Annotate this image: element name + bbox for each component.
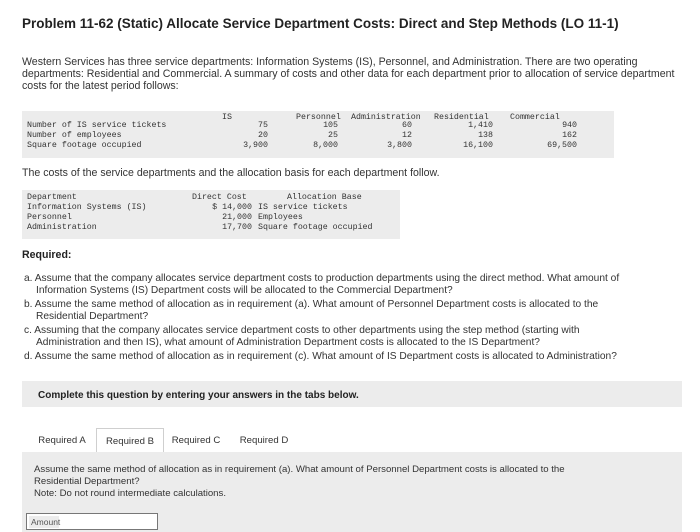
header-administration: Administration (351, 113, 421, 122)
tab-question-line2: Residential Department? (34, 476, 140, 487)
tab-question (34, 464, 674, 500)
cell: 940 (562, 121, 577, 130)
tab-required-b[interactable]: Required B (96, 428, 164, 452)
requirement-b-line1: b. Assume the same method of allocation as in requirement (a). What amount of Personnel Department costs is allocated to the (24, 299, 599, 310)
requirement-c (24, 325, 684, 349)
tab-required-c[interactable]: Required C (171, 435, 221, 446)
tab-question-line1: Assume the same method of allocation as in requirement (a). What amount of Personnel Department costs is allocated to the (34, 464, 565, 475)
instruction-text: Complete this question by entering your answers in the tabs below. (38, 390, 359, 401)
tab-note: Note: Do not round intermediate calculations. (34, 488, 226, 499)
row-dept: Administration (27, 223, 97, 232)
cell: 75 (258, 121, 268, 130)
requirement-a (24, 273, 684, 297)
cell: 162 (562, 131, 577, 140)
cell: 3,800 (387, 141, 412, 150)
department-data-table (22, 111, 614, 158)
header-is: IS (222, 113, 232, 122)
row-base: Employees (258, 213, 303, 222)
header-direct-cost: Direct Cost (192, 193, 247, 202)
instruction-panel (22, 381, 682, 407)
row-label: Number of employees (27, 131, 122, 140)
requirement-tabs (22, 428, 682, 532)
cell: 20 (258, 131, 268, 140)
cell: 69,500 (547, 141, 577, 150)
requirement-a-line1: a. Assume that the company allocates service department costs to production departments using the direct method. What amount of (24, 273, 620, 284)
amount-input[interactable] (61, 514, 157, 529)
costs-paragraph: The costs of the service departments and the allocation basis for each department follow. (22, 167, 440, 179)
row-cost: $ 14,000 (212, 203, 252, 212)
row-dept: Information Systems (IS) (27, 203, 147, 212)
cell: 3,900 (243, 141, 268, 150)
row-base: IS service tickets (258, 203, 348, 212)
row-dept: Personnel (27, 213, 72, 222)
amount-row (26, 513, 158, 530)
header-commercial: Commercial (510, 113, 560, 122)
requirement-d (24, 351, 684, 363)
row-label: Square footage occupied (27, 141, 142, 150)
row-cost: 17,700 (222, 223, 252, 232)
row-cost: 21,000 (222, 213, 252, 222)
header-personnel: Personnel (296, 113, 341, 122)
requirement-d-line1: d. Assume the same method of allocation as in requirement (c). What amount of IS Department costs is allocated to Administration? (24, 351, 617, 362)
tab-required-d[interactable]: Required D (239, 435, 289, 446)
cell: 12 (402, 131, 412, 140)
required-heading: Required: (22, 249, 72, 261)
cell: 1,410 (468, 121, 493, 130)
cell: 138 (478, 131, 493, 140)
row-label: Number of IS service tickets (27, 121, 167, 130)
requirement-a-line2: Information Systems (IS) Department costs will be allocated to the Commercial Department? (36, 285, 453, 296)
requirement-c-line2: Administration and then IS), what amount of Administration Department costs is allocated to the IS Department? (36, 337, 540, 348)
header-department: Department (27, 193, 77, 202)
amount-label: Amount (31, 517, 61, 527)
row-base: Square footage occupied (258, 223, 373, 232)
tab-required-a[interactable]: Required A (38, 435, 86, 446)
cell: 105 (323, 121, 338, 130)
cell: 16,100 (463, 141, 493, 150)
header-allocation-base: Allocation Base (287, 193, 362, 202)
cell: 8,000 (313, 141, 338, 150)
cell: 60 (402, 121, 412, 130)
requirement-c-line1: c. Assuming that the company allocates service department costs to other departments using the step method (starting with (24, 325, 580, 336)
intro-paragraph: Western Services has three service departments: Information Systems (IS), Personnel, and Administration. There are two operating departments: Residential and Commercial. A summary of costs and other data for each department prior to allocation of service department costs for the latest period follows: (22, 56, 675, 92)
cost-allocation-table (22, 190, 400, 239)
header-residential: Residential (434, 113, 489, 122)
cell: 25 (328, 131, 338, 140)
requirement-b (24, 299, 684, 323)
problem-title: Problem 11-62 (Static) Allocate Service Department Costs: Direct and Step Methods (LO 11-1) (22, 16, 619, 31)
requirement-b-line2: Residential Department? (36, 311, 149, 322)
